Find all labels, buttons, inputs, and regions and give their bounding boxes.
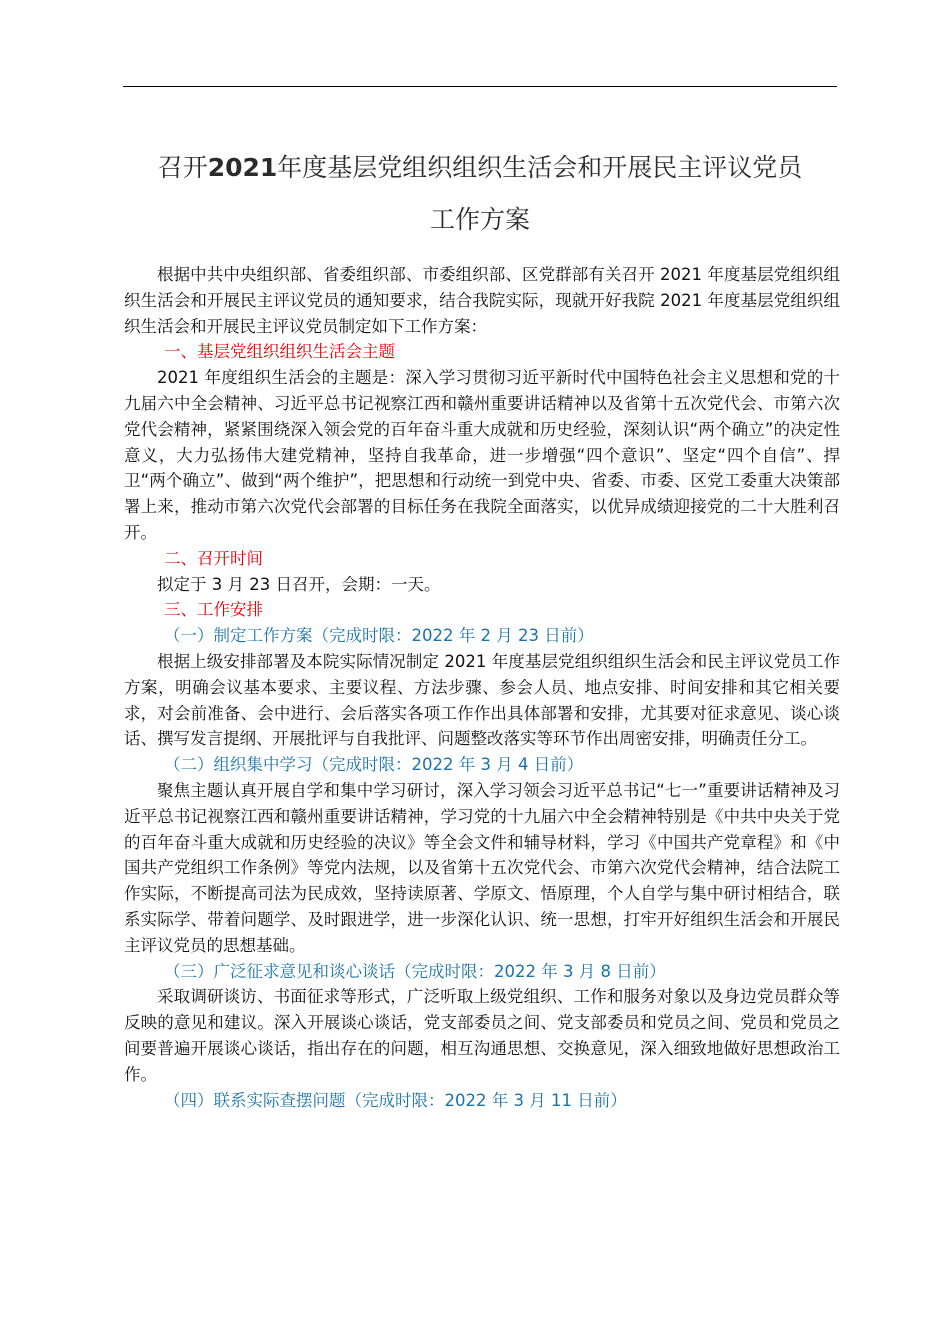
title-prefix: 召开 [157,153,208,182]
subsection-3-text: 采取调研谈访、书面征求等形式，广泛听取上级党组织、工作和服务对象以及身边党员群众等反映的意见和建议。深入开展谈心谈话，党支部委员之间、党支部委员和党员之间、党员和党员之间要普遍开展谈心谈话，指出存在的问题，相互沟通思想、交换意见，深入细致地做好思想政治工作。 [124,987,840,1084]
subsection-2-text: 聚焦主题认真开展自学和集中学习研讨，深入学习领会习近平总书记“七一”重要讲话精神及习近平总书记视察江西和赣州重要讲话精神，学习党的十九届六中全会精神特别是《中共中央关于党的百年奋斗重大成就和历史经验的决议》等全会文件和辅导材料，学习《中国共产党章程》和《中国共产党组织工作条例》等党内法规，以及省第十五次党代会、市第六次党代会精神，结合法院工作实际，不断提高司法为民成效，坚持读原著、学原文、悟原理，个人自学与集中研讨相结合，联系实际学、带着问题学、及时跟进学，进一步深化认识、统一思想，打牢开好组织生活会和开展民主评议党员的思想基础。 [124,780,840,955]
title-line-1 [118,142,842,194]
title-line-2: 工作方案 [429,205,530,234]
section-2-text: 拟定于 3 月 23 日召开，会期：一天。 [157,574,441,594]
title-suffix: 年度基层党组织组织生活会和开展民主评议党员 [277,153,803,182]
section-1-text: 2021 年度组织生活会的主题是：深入学习贯彻习近平新时代中国特色社会主义思想和党的十九届六中全会精神、习近平总书记视察江西和赣州重要讲话精神以及省第十五次党代会、市第六次党代会精神，紧紧围绕深入领会党的百年奋斗重大成就和历史经验，深刻认识“两个确立”的决定性意义，大力弘扬伟大建党精神，坚持自我革命，进一步增强“四个意识”、坚定“四个自信”、捍卫“两个确立”、做到“两个维护”，把思想和行动统一到党中央、省委、市委、区党工委重大决策部署上来，推动市第六次党代会部署的目标任务在我院全面落实，以优异成绩迎接党的二十大胜利召开。 [124,368,840,542]
intro-paragraph: 根据中共中央组织部、省委组织部、市委组织部、区党群部有关召开 2021 年度基层党组织组织生活会和开展民主评议党员的通知要求，结合我院实际，现就开好我院 2021 年度基层党组织组织生活会和开展民主评议党员制定如下工作方案： [124,265,840,336]
subsection-3-heading: （三）广泛征求意见和谈心谈话（完成时限：2022 年 3 月 8 日前） [164,961,666,981]
document-body [124,262,840,1113]
subsection-1-text: 根据上级安排部署及本院实际情况制定 2021 年度基层党组织组织生活会和民主评议党员工作方案，明确会议基本要求、主要议程、方法步骤、参会人员、地点安排、时间安排和其它相关要求，对会前准备、会中进行、会后落实各项工作作出具体部署和安排，尤其要对征求意见、谈心谈话、撰写发言提纲、开展批评与自我批评、问题整改落实等环节作出周密安排，明确责任分工。 [124,651,840,749]
subsection-1-heading: （一）制定工作方案（完成时限：2022 年 2 月 23 日前） [164,626,594,646]
subsection-2-heading: （二）组织集中学习（完成时限：2022 年 3 月 4 日前） [164,755,584,775]
title-year: 2021 [207,153,278,182]
subsection-4-heading: （四）联系实际查摆问题（完成时限：2022 年 3 月 11 日前） [164,1090,627,1110]
section-2-heading: 二、召开时间 [164,548,263,568]
document-title [118,142,842,246]
section-3-heading: 三、工作安排 [164,600,263,620]
header-rule [123,86,837,87]
section-1-heading: 一、基层党组织组织生活会主题 [164,342,395,362]
